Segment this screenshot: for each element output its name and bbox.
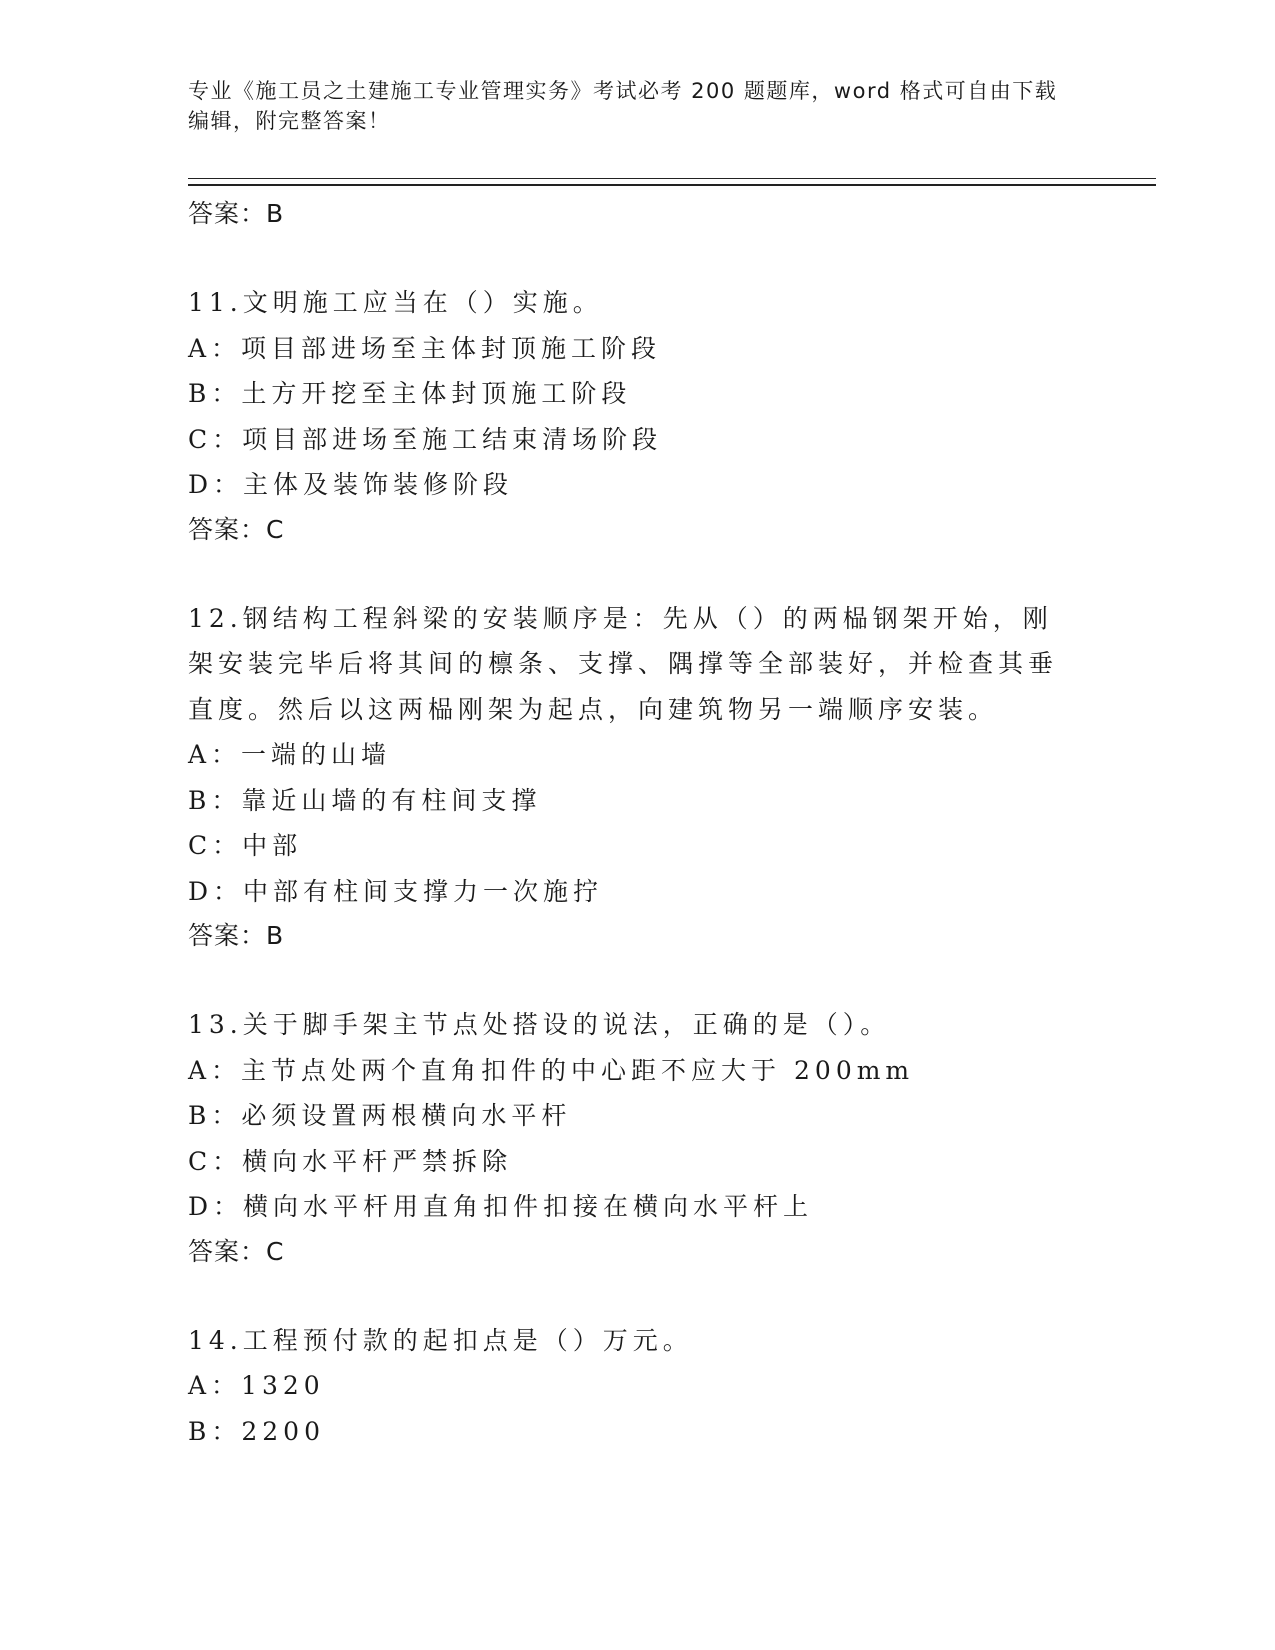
- document-header: 专业《施工员之土建施工专业管理实务》考试必考 200 题题库，word 格式可自由下载编辑，附完整答案！: [188, 79, 1058, 133]
- option-a: A：项目部进场至主体封顶施工阶段: [188, 333, 662, 363]
- option-d: D：横向水平杆用直角扣件扣接在横向水平杆上: [188, 1192, 814, 1221]
- option-d: D：主体及装饰装修阶段: [188, 470, 514, 499]
- question-11: [188, 280, 1088, 552]
- question-stem: 13.关于脚手架主节点处搭设的说法，正确的是（）。: [188, 1010, 891, 1039]
- option-c: C：中部: [188, 831, 303, 860]
- option-a: A：1320: [188, 1371, 325, 1400]
- option-d: D：中部有柱间支撑力一次施拧: [188, 876, 604, 906]
- question-stem: 11.文明施工应当在（）实施。: [188, 288, 603, 317]
- option-a: A：主节点处两个直角扣件的中心距不应大于 200mm: [188, 1055, 915, 1085]
- question-stem: 14.工程预付款的起扣点是（）万元。: [188, 1325, 693, 1355]
- answer-line: 答案：C: [188, 1236, 285, 1266]
- question-13: [188, 1002, 1088, 1274]
- option-b: B：2200: [188, 1416, 325, 1446]
- header-divider: [188, 178, 1156, 186]
- option-b: B：必须设置两根横向水平杆: [188, 1101, 572, 1130]
- question-list: [188, 192, 1088, 1454]
- answer-line: 答案：B: [188, 921, 285, 950]
- option-b: B：土方开挖至主体封顶施工阶段: [188, 379, 632, 408]
- answer-line: 答案：B: [188, 199, 285, 228]
- option-b: B：靠近山墙的有柱间支撑: [188, 785, 542, 815]
- option-c: C：横向水平杆严禁拆除: [188, 1146, 513, 1176]
- question-stem: 12.钢结构工程斜梁的安装顺序是：先从（）的两榀钢架开始，刚架安装完毕后将其间的檩条、支撑、隅撑等全部装好，并检查其垂直度。然后以这两榀刚架为起点，向建筑物另一端顺序安装。: [188, 603, 1059, 724]
- option-a: A：一端的山墙: [188, 740, 392, 769]
- option-c: C：项目部进场至施工结束清场阶段: [188, 424, 663, 454]
- question-14: [188, 1318, 1088, 1455]
- question-12: [188, 596, 1088, 959]
- answer-line: 答案：C: [188, 514, 285, 544]
